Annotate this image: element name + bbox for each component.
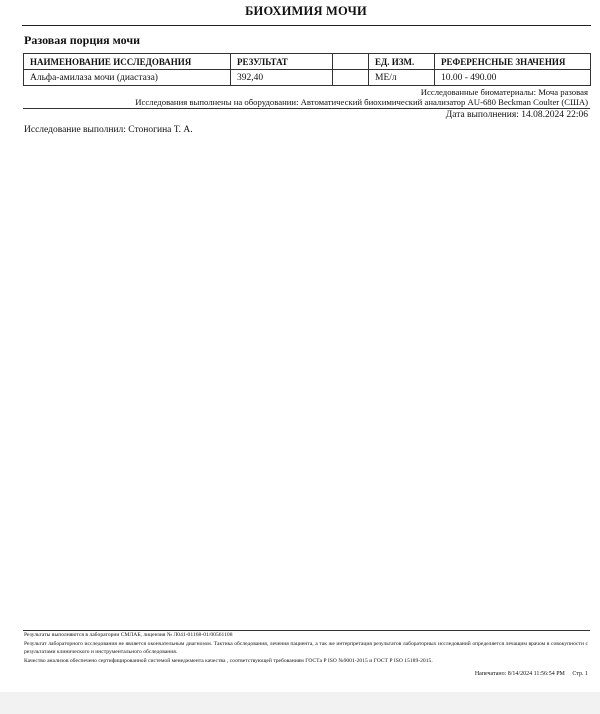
column-header-unit: ЕД. ИЗМ. bbox=[369, 54, 435, 70]
table-row bbox=[24, 70, 591, 86]
biomaterial-line: Исследованные биоматериалы: Моча разовая bbox=[420, 87, 588, 97]
footer-quality: Качество анализов обеспечено сертифицированной системой менеджмента качества , соответствующей требованиям ГОСТа Р ISO №9001-2015 и ГОСТ Р ISO 15189-2015. bbox=[24, 658, 433, 664]
footer-divider bbox=[23, 630, 590, 631]
result-cell: 392,40 bbox=[231, 70, 333, 86]
meta-divider bbox=[23, 108, 590, 109]
print-info bbox=[469, 671, 588, 677]
equipment-line: Исследования выполнены на оборудовании: Автоматический биохимический анализатор AU-680 Beckman Coulter (США) bbox=[135, 97, 588, 107]
reference-cell: 10.00 - 490.00 bbox=[435, 70, 591, 86]
title-divider bbox=[22, 25, 591, 26]
printed-timestamp: Напечатано: 8/14/2024 11:56:54 PM bbox=[474, 671, 565, 677]
unit-cell: МЕ/л bbox=[369, 70, 435, 86]
document-title: БИОХИМИЯ МОЧИ bbox=[245, 4, 367, 18]
column-header-flag bbox=[333, 54, 369, 70]
footer-license: Результаты выполняются в лаборатории СМЛАБ, лицензия № Л041-01168-01/00561108 bbox=[24, 632, 233, 638]
table-header-row bbox=[24, 54, 591, 70]
column-header-result: РЕЗУЛЬТАТ bbox=[231, 54, 333, 70]
results-table bbox=[23, 53, 591, 86]
column-header-reference: РЕФЕРЕНСНЫЕ ЗНАЧЕНИЯ bbox=[435, 54, 591, 70]
column-header-test-name: НАИМЕНОВАНИЕ ИССЛЕДОВАНИЯ bbox=[24, 54, 231, 70]
section-title: Разовая порция мочи bbox=[24, 33, 141, 47]
performer-line: Исследование выполнил: Стоногина Т. А. bbox=[24, 125, 193, 135]
page-number: Стр. 1 bbox=[572, 671, 588, 677]
flag-cell bbox=[333, 70, 369, 86]
completion-date: Дата выполнения: 14.08.2024 22:06 bbox=[445, 110, 588, 120]
footer-disclaimer: Результат лабораторного исследования не является окончательным диагнозом. Тактика обследования, лечения пациента, а так же интерпретация результатов лабораторных исследований определяется лечащим врачом в совокупности с результатами клинического и инструментального обследования. bbox=[24, 641, 588, 655]
test-name-cell: Альфа-амилаза мочи (диастаза) bbox=[24, 70, 231, 86]
